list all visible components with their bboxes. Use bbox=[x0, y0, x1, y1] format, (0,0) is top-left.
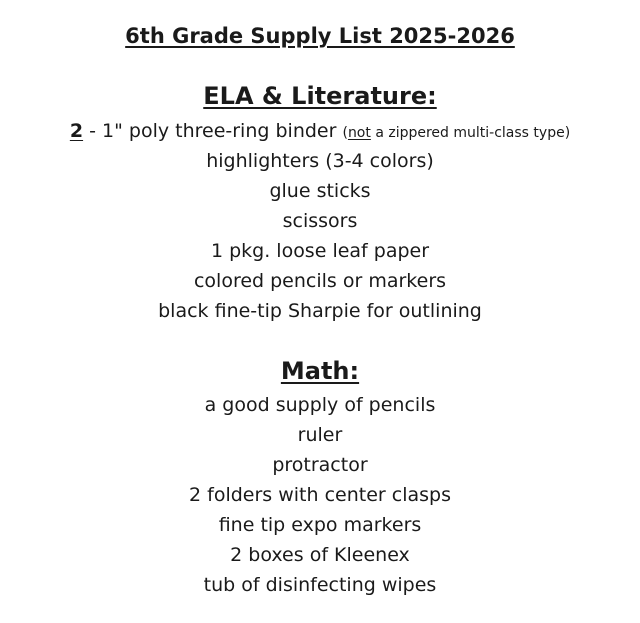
binder-quantity: 2 bbox=[69, 120, 84, 142]
math-supply-list bbox=[0, 390, 640, 600]
list-item: colored pencils or markers bbox=[193, 270, 447, 292]
binder-note-rest: a zippered multi-class type) bbox=[370, 125, 571, 141]
list-item-binder bbox=[0, 116, 640, 146]
list-item: tub of disinfecting wipes bbox=[203, 574, 437, 596]
list-item: a good supply of pencils bbox=[204, 394, 436, 416]
list-item: scissors bbox=[282, 210, 358, 232]
binder-note-emphasis: not bbox=[347, 125, 371, 141]
page-title: 6th Grade Supply List 2025-2026 bbox=[125, 24, 515, 48]
list-item: 1 pkg. loose leaf paper bbox=[210, 240, 430, 262]
list-item: highlighters (3-4 colors) bbox=[206, 150, 434, 172]
list-item: black fine-tip Sharpie for outlining bbox=[158, 300, 482, 322]
list-item: 2 folders with center clasps bbox=[189, 484, 451, 506]
binder-description: - 1" poly three-ring binder bbox=[83, 120, 343, 142]
math-section-heading: Math: bbox=[280, 357, 360, 385]
list-item: glue sticks bbox=[269, 180, 371, 202]
list-item: fine tip expo markers bbox=[218, 514, 422, 536]
list-item: ruler bbox=[297, 424, 343, 446]
ela-section-heading: ELA & Literature: bbox=[203, 82, 437, 110]
ela-supply-list bbox=[0, 116, 640, 326]
list-item: protractor bbox=[272, 454, 368, 476]
binder-note-open: ( bbox=[342, 125, 348, 141]
list-item: 2 boxes of Kleenex bbox=[230, 544, 410, 566]
